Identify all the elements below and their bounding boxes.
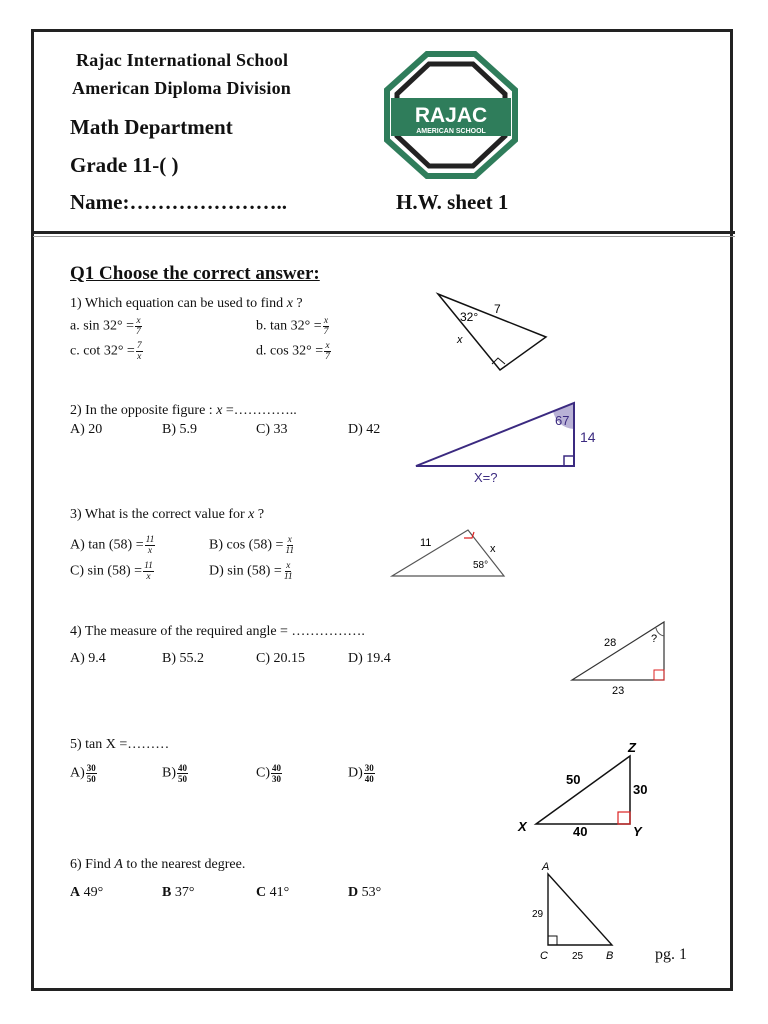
logo-word: RAJAC [414,104,488,127]
school-name: Rajac International School [76,50,289,70]
svg-text:x: x [490,543,496,555]
q2-prompt: 2) In the opposite figure : x =………….. [70,403,297,418]
q2-option-c[interactable]: C) 33 [256,422,288,437]
svg-text:25: 25 [572,951,584,962]
svg-text:x: x [457,334,463,346]
header-divider-thin [33,236,735,237]
q5-option-b[interactable]: B) $\frac{40}{50}$ [162,763,187,784]
q5-option-d[interactable]: D) $\frac{30}{40}$ [348,763,374,784]
svg-text:23: 23 [612,685,625,697]
q3-option-a[interactable]: A) tan (58) = $\frac{11}{x}$ [70,535,155,556]
q6-prompt: 6) Find A to the nearest degree. [70,857,246,872]
svg-text:?: ? [651,633,658,645]
q4-option-a[interactable]: A) 9.4 [70,651,106,666]
svg-text:40: 40 [573,824,588,839]
logo-sub: AMERICAN SCHOOL [416,128,486,135]
sheet-title: H.W. sheet 1 [396,190,509,214]
header-divider [33,231,735,234]
svg-text:Z: Z [628,740,636,755]
q6-option-a[interactable]: A 49° [70,885,104,900]
q5-figure [514,738,664,840]
q3-option-b[interactable]: B) cos (58) = $\frac{x}{11}$ [209,535,295,556]
q2-option-d[interactable]: D) 42 [348,422,381,437]
svg-text:X: X [518,819,527,834]
q5-option-c[interactable]: C) $\frac{40}{30}$ [256,763,281,784]
grade: Grade 11-( ) [70,153,179,177]
q1-prompt: 1) Which equation can be used to find x ? [70,296,303,311]
q4-figure [566,614,671,698]
q5-prompt: 5) tan X =……… [70,737,170,752]
section-title: Q1 Choose the correct answer: [70,263,320,284]
q4-prompt: 4) The measure of the required angle = ……………. [70,624,365,639]
q5-option-a[interactable]: A) $\frac{30}{50}$ [70,763,96,784]
name-field: Name:………………….. [70,190,287,214]
q6-option-d[interactable]: D 53° [348,885,382,900]
svg-text:28: 28 [604,637,617,649]
svg-text:7: 7 [494,302,501,316]
q4-option-c[interactable]: C) 20.15 [256,651,305,666]
svg-text:11: 11 [420,537,432,549]
q2-figure [408,394,608,486]
q3-option-c[interactable]: C) sin (58) = $\frac{11}{x}$ [70,561,153,582]
department: Math Department [70,115,233,139]
svg-text:50: 50 [566,772,581,787]
svg-text:B: B [606,950,614,962]
svg-text:30: 30 [633,782,648,797]
q6-option-c[interactable]: C 41° [256,885,290,900]
page-number: pg. 1 [655,946,687,963]
q6-option-b[interactable]: B 37° [162,885,195,900]
svg-text:29: 29 [532,909,544,920]
q1-option-b[interactable]: b. tan 32° = $\frac{x}{7}$ [256,316,329,337]
svg-text:A: A [542,861,550,873]
q6-figure [524,856,624,966]
svg-text:X=?: X=? [474,470,498,485]
q2-option-b[interactable]: B) 5.9 [162,422,197,437]
svg-text:32°: 32° [460,310,479,324]
svg-text:C: C [540,950,548,962]
q3-prompt: 3) What is the correct value for x ? [70,507,265,522]
q1-option-d[interactable]: d. cos 32° = $\frac{x}{7}$ [256,341,330,362]
svg-text:Y: Y [633,824,642,839]
q1-option-c[interactable]: c. cot 32° = $\frac{7}{x}$ [70,341,142,362]
q1-option-a[interactable]: a. sin 32° = $\frac{x}{7}$ [70,316,141,337]
division-name: American Diploma Division [72,78,291,98]
q2-option-a[interactable]: A) 20 [70,422,103,437]
q1-figure [430,288,555,378]
q3-option-d[interactable]: D) sin (58) = $\frac{x}{11}$ [209,561,293,582]
svg-text:14: 14 [580,429,596,445]
q4-option-d[interactable]: D) 19.4 [348,651,391,666]
q4-option-b[interactable]: B) 55.2 [162,651,204,666]
svg-text:67: 67 [555,413,570,428]
q3-figure [388,522,513,582]
svg-text:58°: 58° [473,560,489,571]
school-logo [383,50,519,180]
